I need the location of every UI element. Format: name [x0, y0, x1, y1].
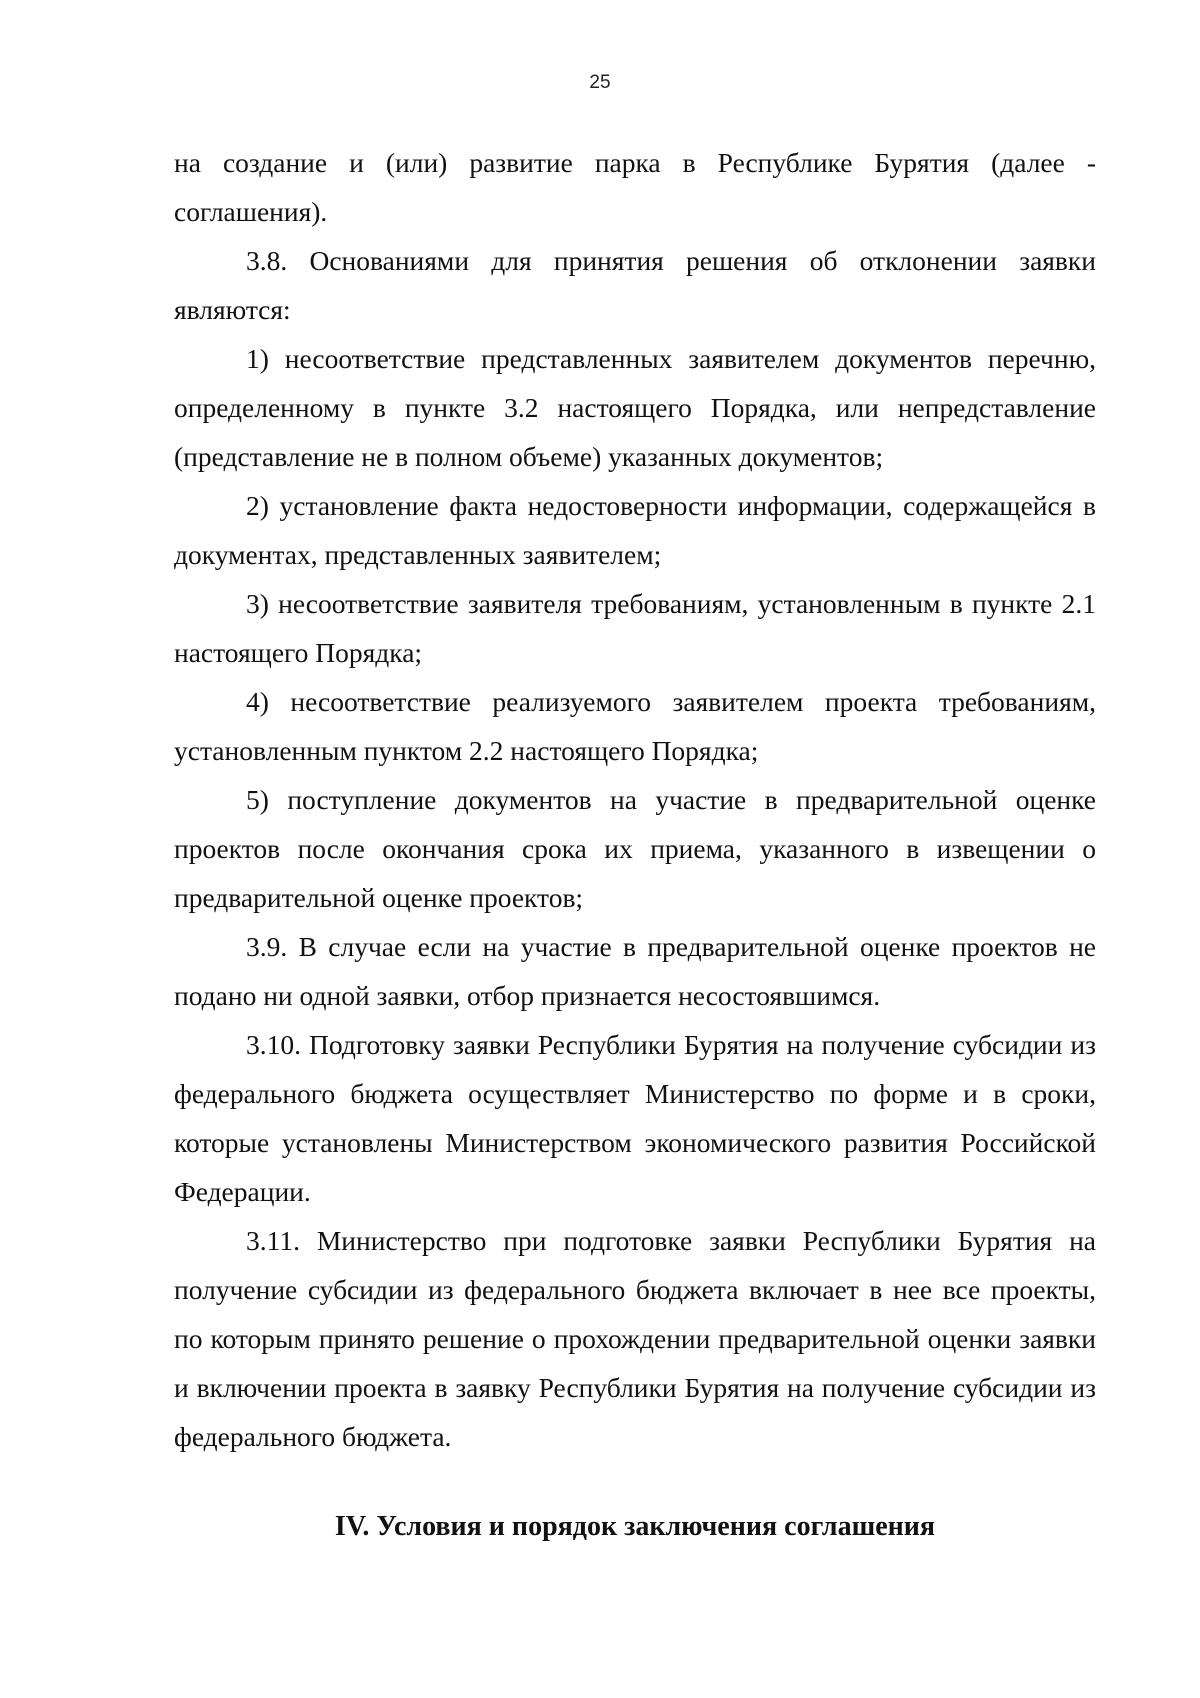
list-item-1: 1) несоответствие представленных заявителем документов перечню, определенному в пункте 3.2 настоящего Порядка, или непредставление (представление не в полном объеме) указанных документов;: [174, 343, 1096, 472]
paragraph-3-9: 3.9. В случае если на участие в предварительной оценке проектов не подано ни одной заявки, отбор признается несостоявшимся.: [174, 931, 1096, 1011]
list-item-5: 5) поступление документов на участие в предварительной оценке проектов после окончания срока их приема, указанного в извещении о предварительной оценке проектов;: [174, 784, 1096, 913]
document-body: [174, 138, 1096, 1461]
paragraph-continuation: на создание и (или) развитие парка в Республике Бурятия (далее - соглашения).: [174, 147, 1096, 227]
paragraph-3-8: 3.8. Основаниями для принятия решения об отклонении заявки являются:: [174, 245, 1096, 325]
list-item-3: 3) несоответствие заявителя требованиям, установленным в пункте 2.1 настоящего Порядка;: [174, 588, 1096, 668]
list-item-4: 4) несоответствие реализуемого заявителем проекта требованиям, установленным пунктом 2.2 настоящего Порядка;: [174, 686, 1096, 766]
page-number: 25: [589, 72, 611, 93]
list-item-2: 2) установление факта недостоверности информации, содержащейся в документах, представленных заявителем;: [174, 490, 1096, 570]
paragraph-3-10: 3.10. Подготовку заявки Республики Бурятия на получение субсидии из федерального бюджета осуществляет Министерство по форме и в сроки, которые установлены Министерством экономического развития Российской Федерации.: [174, 1029, 1096, 1207]
section-heading: IV. Условия и порядок заключения соглашения: [334, 1511, 936, 1542]
paragraph-3-11: 3.11. Министерство при подготовке заявки Республики Бурятия на получение субсидии из федерального бюджета включает в нее все проекты, по которым принято решение о прохождении предварительной оценки заявки и включении проекта в заявку Республики Бурятия на получение субсидии из федерального бюджета.: [174, 1225, 1096, 1452]
